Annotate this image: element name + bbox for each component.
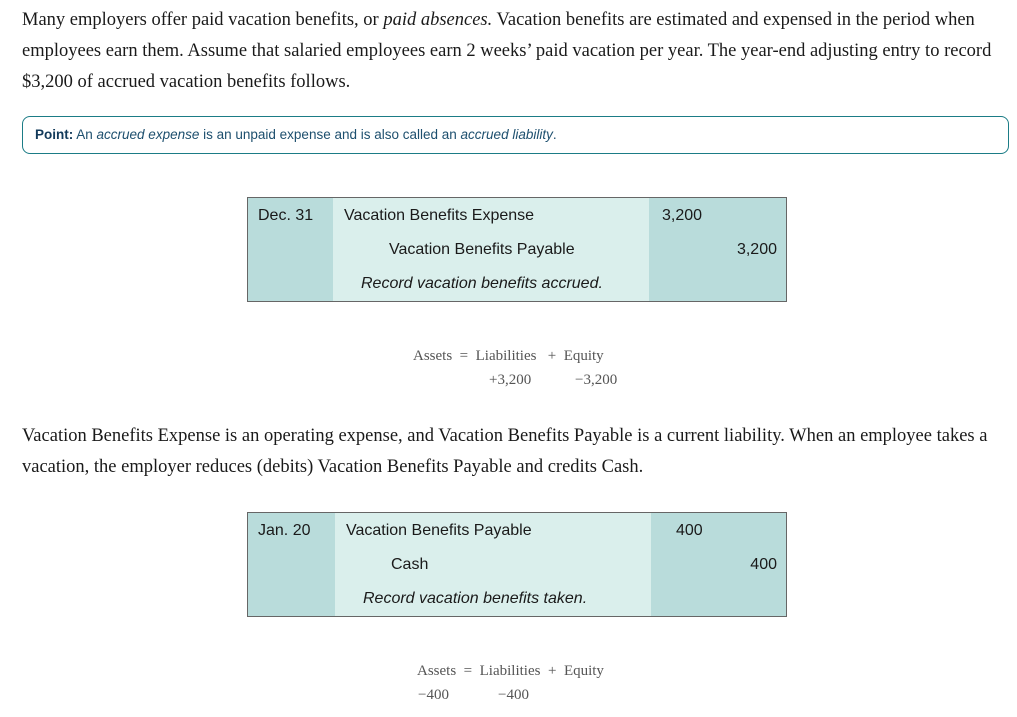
debit-account: Vacation Benefits Expense — [344, 207, 535, 224]
text: Vacation benefits are estimated and expensed in the period when employees earn them. Assume that salaried employees earn 2 weeks’ paid vacation per year. The year-end adjusting entry to record $3,200 of accrued vacation benefits follows. — [22, 10, 992, 92]
intro-paragraph — [22, 5, 1002, 98]
liabilities-change: +3,200 — [489, 372, 532, 388]
plus-sign: + — [547, 663, 557, 679]
text: is an unpaid expense and is also called an — [199, 127, 461, 142]
entry-date: Dec. 31 — [258, 207, 314, 224]
assets-label: Assets — [413, 348, 453, 364]
term: accrued expense — [96, 127, 200, 142]
description-column — [335, 513, 651, 616]
text: An — [73, 127, 97, 142]
equity-label: Equity — [563, 663, 604, 679]
journal-entry-2 — [247, 512, 787, 617]
debit-amount: 3,200 — [662, 207, 703, 224]
accounting-equation-2 — [417, 663, 604, 680]
term: accrued liability — [460, 127, 553, 142]
liabilities-label: Liabilities — [475, 348, 537, 364]
equals-sign: = — [459, 348, 469, 364]
entry-memo: Record vacation benefits accrued. — [361, 275, 603, 292]
debit-account: Vacation Benefits Payable — [346, 522, 532, 539]
liabilities-label: Liabilities — [479, 663, 541, 679]
amount-column — [649, 198, 786, 301]
entry-date: Jan. 20 — [258, 522, 311, 539]
equals-sign: = — [463, 663, 473, 679]
assets-change: −400 — [418, 687, 449, 703]
credit-account: Vacation Benefits Payable — [389, 241, 575, 258]
plus-sign: + — [547, 348, 557, 364]
date-column — [248, 198, 333, 301]
text: . — [552, 127, 557, 142]
journal-entry-1 — [247, 197, 787, 302]
text: Many employers offer paid vacation benefits, or — [22, 10, 384, 30]
credit-amount: 3,200 — [736, 241, 777, 258]
assets-label: Assets — [417, 663, 457, 679]
description-column — [333, 198, 649, 301]
credit-amount: 400 — [750, 556, 777, 573]
date-column — [248, 513, 335, 616]
accounting-equation-1 — [413, 348, 604, 365]
point-callout — [22, 116, 1009, 154]
amount-column — [651, 513, 786, 616]
credit-account: Cash — [391, 556, 429, 573]
liabilities-change: −400 — [498, 687, 529, 703]
explanation-paragraph: Vacation Benefits Expense is an operating expense, and Vacation Benefits Payable is a current liability. When an employee takes a vacation, the employer reduces (debits) Vacation Benefits Payable and credits Cash. — [22, 426, 988, 477]
point-label: Point: — [35, 127, 74, 142]
entry-memo: Record vacation benefits taken. — [363, 590, 588, 607]
equity-label: Equity — [563, 348, 604, 364]
equity-change: −3,200 — [575, 372, 618, 388]
term-italic: paid absences. — [383, 10, 493, 30]
debit-amount: 400 — [676, 522, 703, 539]
